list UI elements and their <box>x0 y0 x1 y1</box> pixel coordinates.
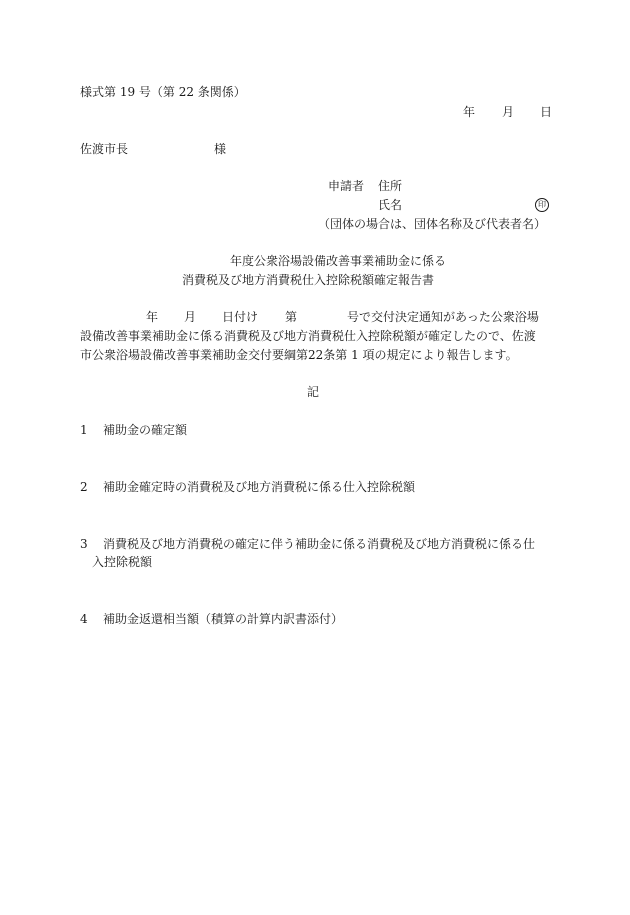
item-3-text: 消費税及び地方消費税の確定に伴う補助金に係る消費税及び地方消費税に係る仕 <box>103 537 536 551</box>
item-2-text: 補助金確定時の消費税及び地方消費税に係る仕入控除税額 <box>103 480 416 494</box>
date-month-label: 月 <box>502 105 515 119</box>
item-4-text: 補助金返還相当額（積算の計算内訳書添付） <box>103 612 344 626</box>
document-title-line1: 年度公衆浴場設備改善事業補助金に係る <box>230 254 447 268</box>
body-month: 月 <box>184 310 197 324</box>
body-text-line1: 号で交付決定通知があった公衆浴場 <box>347 310 539 324</box>
date-day-label: 日 <box>540 105 553 119</box>
address-label: 住所 <box>378 179 403 193</box>
item-4-number: 4 <box>80 612 88 626</box>
item-1-text: 補助金の確定額 <box>103 423 188 437</box>
body-dated: 日付け <box>222 310 259 324</box>
document-title-line2: 消費税及び地方消費税仕入控除税額確定報告書 <box>182 273 435 287</box>
body-text-line2: 設備改善事業補助金に係る消費税及び地方消費税仕入控除税額が確定したので、佐渡 <box>80 329 536 343</box>
item-3-text-cont: 入控除税額 <box>92 555 153 569</box>
body-text-line3: 市公衆浴場設備改善事業補助金交付要綱第22条第 1 項の規定により報告します。 <box>80 348 518 362</box>
name-label: 氏名 <box>378 198 403 212</box>
applicant-label: 申請者 <box>328 179 365 193</box>
body-year: 年 <box>146 310 159 324</box>
seal-mark <box>535 198 549 212</box>
item-1-number: 1 <box>80 423 88 437</box>
form-number: 様式第 19 号（第 22 条関係） <box>80 85 246 99</box>
addressee-honorific: 様 <box>214 142 227 156</box>
applicant-note: （団体の場合は、団体名称及び代表者名） <box>318 217 547 231</box>
ki-heading: 記 <box>307 385 320 399</box>
item-2-number: 2 <box>80 480 88 494</box>
item-3-number: 3 <box>80 537 88 551</box>
seal-icon: 印 <box>535 198 549 212</box>
body-number-prefix: 第 <box>285 310 298 324</box>
addressee-title: 佐渡市長 <box>80 142 129 156</box>
date-year-label: 年 <box>463 105 476 119</box>
